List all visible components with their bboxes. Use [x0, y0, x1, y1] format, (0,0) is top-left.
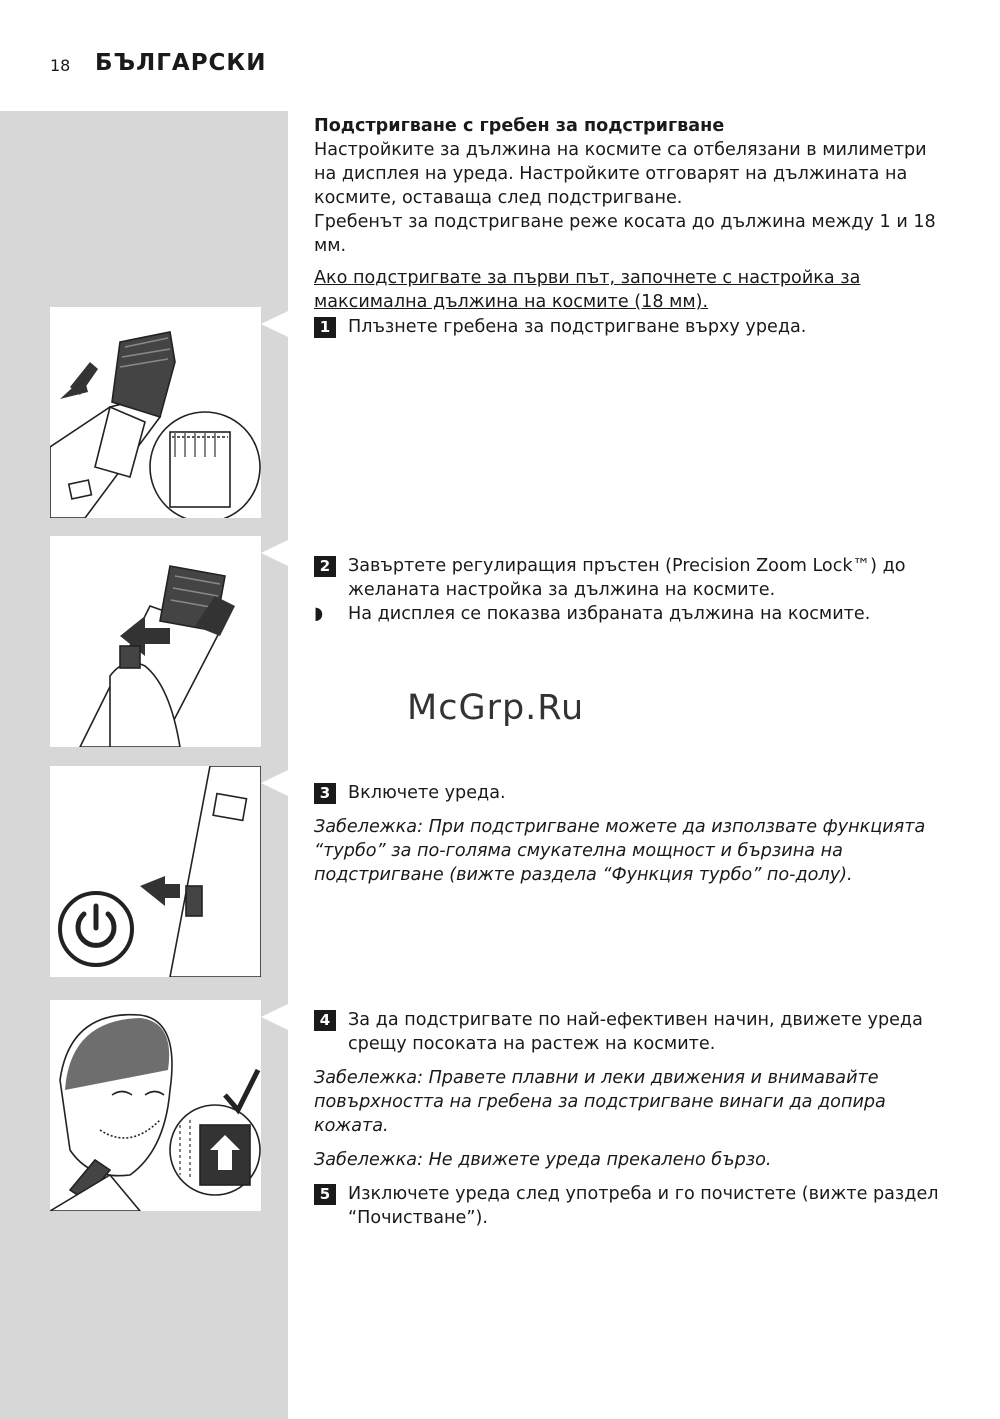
illustration-switch-on: [50, 766, 261, 977]
illustration-pointer: [261, 540, 288, 566]
step-5: [314, 1182, 954, 1230]
step-label: За да подстригвате по най-ефективен начин, движете уреда срещу посоката на растеж на космите.: [348, 1010, 923, 1054]
step-4: [314, 1008, 954, 1230]
intro-paragraph: Настройките за дължина на космите са отбелязани в милиметри на дисплея на уреда. Настройките отговарят на дължината на космите, оставаща след подстригване.: [314, 140, 927, 208]
illustration-pointer: [261, 1004, 288, 1030]
step-number: 5: [314, 1184, 336, 1205]
illustration-pointer: [261, 311, 288, 337]
checkmark-icon: [225, 1070, 258, 1110]
illustration-pointer: [261, 770, 288, 796]
section-title: БЪЛГАРСКИ: [95, 50, 267, 76]
illustration-zoom-ring: [50, 536, 261, 747]
step-label: Плъзнете гребена за подстригване върху уреда.: [348, 317, 807, 337]
intro-section: [314, 114, 954, 314]
step-text: [314, 554, 954, 602]
intro-heading: Подстригване с гребен за подстригване: [314, 116, 725, 136]
result-bullet: [314, 602, 954, 626]
step-label: Включете уреда.: [348, 783, 506, 803]
step-1: [314, 315, 954, 339]
result-text: На дисплея се показва избраната дължина на космите.: [348, 604, 871, 624]
bullet-icon: ◗: [314, 604, 324, 624]
illustration-attach-comb: [50, 307, 261, 518]
first-time-tip: Ако подстригвате за първи път, започнете с настройка за максимална дължина на космите (18 мм).: [314, 268, 861, 312]
step-2: [314, 554, 954, 626]
note-not-too-fast: Забележка: Не движете уреда прекалено бързо.: [314, 1150, 772, 1170]
page-number: 18: [50, 56, 71, 75]
intro-paragraph: Гребенът за подстригване реже косата до дължина между 1 и 18 мм.: [314, 212, 936, 256]
step-text: [314, 1008, 954, 1056]
watermark: McGrp.Ru: [407, 688, 585, 728]
step-number: 1: [314, 317, 336, 338]
step-label: Изключете уреда след употреба и го почистете (вижте раздел “Почистване”).: [348, 1184, 939, 1228]
note-turbo: Забележка: При подстригване можете да използвате функцията “турбо” за по-голяма смукателна мощност и бързина на подстригване (вижте раздела “Функция турбо” по-долу).: [314, 817, 926, 885]
illustration-trim-direction: [50, 1000, 261, 1211]
step-number: 2: [314, 556, 336, 577]
step-text: [314, 315, 954, 339]
note-smooth-movements: Забележка: Правете плавни и леки движения и внимавайте повърхността на гребена за подстригване винаги да допира кожата.: [314, 1068, 886, 1136]
step-number: 3: [314, 783, 336, 804]
step-text: [314, 781, 954, 805]
step-label: Завъртете регулиращия пръстен (Precision Zoom Lock™) до желаната настройка за дължина на космите.: [348, 556, 906, 600]
step-3: [314, 781, 954, 887]
step-number: 4: [314, 1010, 336, 1031]
